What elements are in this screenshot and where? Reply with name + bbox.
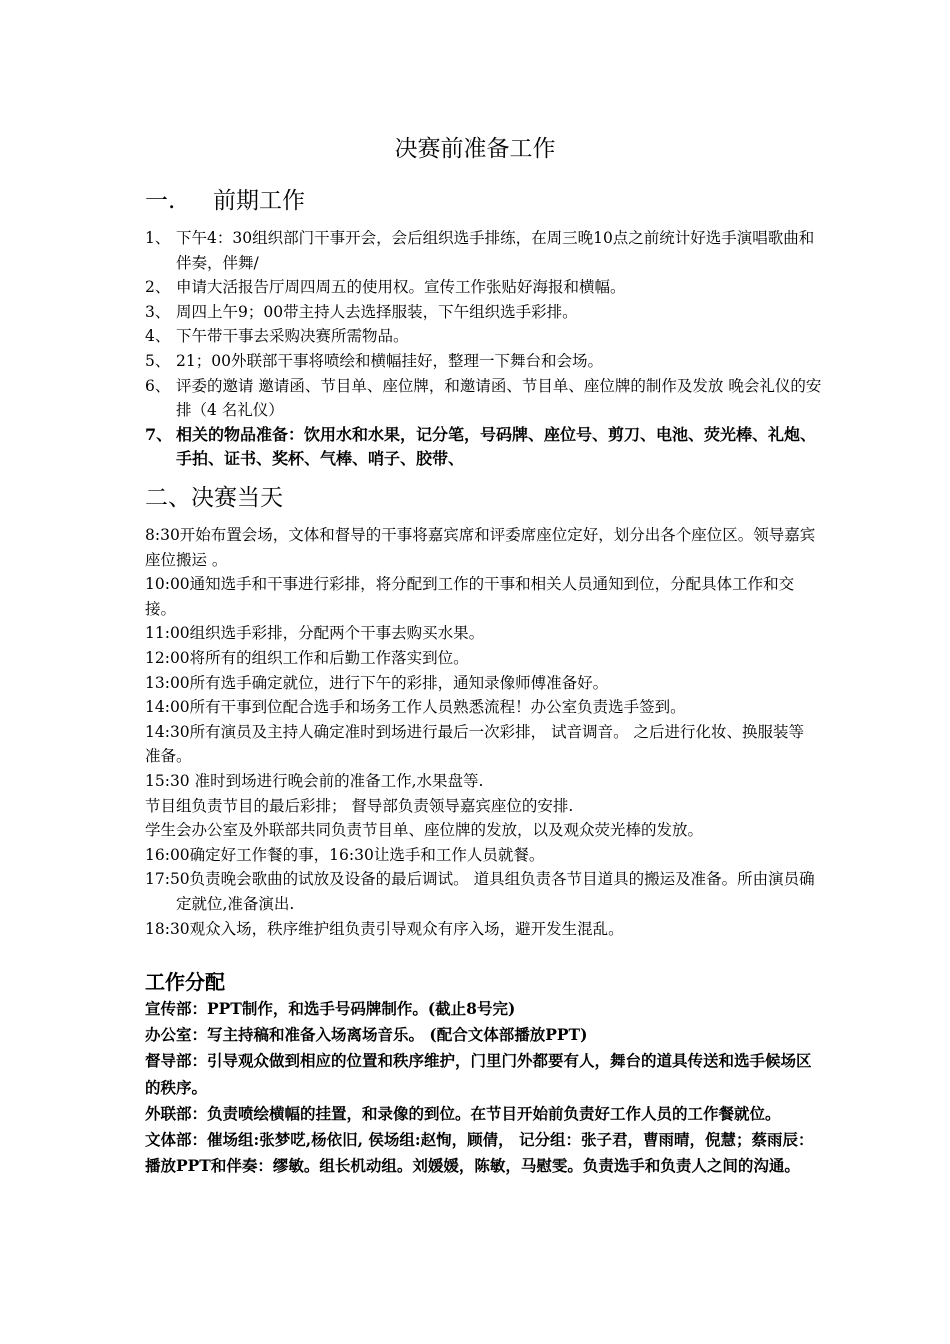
schedule-line: 13:00所有选手确定就位，进行下午的彩排，通知录像师傅准备好。 bbox=[145, 673, 609, 692]
section-heading-final-day: 二、决赛当天 bbox=[145, 485, 283, 511]
schedule-line: 节目组负责节目的最后彩排； 督导部负责领导嘉宾座位的安排. bbox=[145, 796, 574, 815]
list-item-text: 下午4：30组织部门干事开会，会后组织选手排练，在周三晚10点之前统计好选手演唱歌曲和伴奏，伴舞/ bbox=[176, 229, 815, 272]
schedule-line: 11:00组织选手彩排，分配两个干事去购买水果。 bbox=[145, 624, 485, 643]
list-item-number: 7、 bbox=[145, 424, 173, 444]
schedule-line: 14:00所有干事到位配合选手和场务工作人员熟悉流程！办公室负责选手签到。 bbox=[145, 698, 686, 717]
assignment-line: 督导部：引导观众做到相应的位置和秩序维护，门里门外都要有人，舞台的道具传送和选手候场区的秩序。 bbox=[145, 1051, 812, 1097]
assignment-line: 宣传部：PPT制作，和选手号码牌制作。(截止8号完) bbox=[145, 999, 516, 1018]
section-number: 一. bbox=[145, 188, 176, 214]
list-item bbox=[145, 300, 825, 325]
list-item-number: 3、 bbox=[145, 302, 171, 321]
list-item-number: 6、 bbox=[145, 376, 171, 395]
list-item bbox=[145, 226, 825, 275]
list-item bbox=[145, 324, 825, 349]
list-item bbox=[145, 275, 825, 300]
schedule-line: 15:30 准时到场进行晚会前的准备工作,水果盘等. bbox=[145, 771, 484, 790]
list-item-text: 相关的物品准备：饮用水和水果，记分笔，号码牌、座位号、剪刀、电池、荧光棒、礼炮、手拍、证书、奖杯、气棒、哨子、胶带、 bbox=[176, 424, 817, 469]
list-item-supplies bbox=[145, 423, 825, 472]
schedule-line: 17:50负责晚会歌曲的试放及设备的最后调试。 道具组负责各节目道具的搬运及准备。所由演员确定就位,准备演出. bbox=[145, 870, 815, 913]
assignment-line: 办公室：写主持稿和准备入场离场音乐。 (配合文体部播放PPT) bbox=[145, 1025, 588, 1045]
list-item-text: 21；00外联部干事将喷绘和横幅挂好，整理一下舞台和会场。 bbox=[176, 351, 603, 370]
schedule-line: 14:30所有演员及主持人确定准时到场进行最后一次彩排， 试音调音。 之后进行化妆、换服装等准备。 bbox=[145, 722, 805, 766]
schedule-line: 学生会办公室及外联部共同负责节目单、座位牌的发放，以及观众荧光棒的发放。 bbox=[145, 821, 704, 840]
work-assignment bbox=[145, 996, 825, 1179]
list-item-text: 评委的邀请 邀请函、节目单、座位牌，和邀请函、节目单、座位牌的制作及发放 晚会礼仪的安排（4 名礼仪） bbox=[176, 376, 822, 420]
list-item-text: 下午带干事去采购决赛所需物品。 bbox=[176, 327, 409, 346]
section-heading-work-assignment: 工作分配 bbox=[145, 970, 225, 994]
list-item-number: 2、 bbox=[145, 278, 171, 297]
schedule-line: 12:00将所有的组织工作和后勤工作落实到位。 bbox=[145, 648, 469, 667]
schedule-line: 8:30开始布置会场，文体和督导的干事将嘉宾席和评委席座位定好，划分出各个座位区。领导嘉宾座位搬运 。 bbox=[145, 526, 816, 569]
list-item-text: 周四上午9；00带主持人去选择服装，下午组织选手彩排。 bbox=[176, 302, 578, 321]
list-item bbox=[145, 374, 825, 423]
preparation-list bbox=[145, 226, 825, 472]
schedule-line: 18:30观众入场，秩序维护组负责引导观众有序入场，避开发生混乱。 bbox=[145, 919, 624, 938]
final-day-schedule bbox=[145, 523, 817, 941]
assignment-line: 外联部：负责喷绘横幅的挂置，和录像的到位。在节目开始前负责好工作人员的工作餐就位。 bbox=[145, 1103, 781, 1123]
schedule-line: 10:00通知选手和干事进行彩排，将分配到工作的干事和相关人员通知到位，分配具体工作和交接。 bbox=[145, 575, 795, 618]
list-item-number: 5、 bbox=[145, 351, 171, 370]
list-item-text: 申请大活报告厅周四周五的使用权。宣传工作张贴好海报和横幅。 bbox=[176, 278, 626, 297]
list-item-number: 1、 bbox=[145, 229, 171, 247]
section-heading-preparation bbox=[145, 185, 305, 217]
assignment-line: 文体部：催场组:张梦呓,杨依旧, 侯场组:赵恂，顾倩， 记分组：张子君，曹雨晴，倪慧；蔡雨辰：播放PPT和伴奏：缪敏。组长机动组。刘媛媛，陈敏，马慰雯。负责选手和负责人之间的沟通。 bbox=[145, 1130, 814, 1176]
schedule-line: 16:00确定好工作餐的事，16:30让选手和工作人员就餐。 bbox=[145, 845, 545, 864]
page-title: 决赛前准备工作 bbox=[394, 136, 556, 162]
section-title: 前期工作 bbox=[213, 188, 305, 214]
list-item-number: 4、 bbox=[145, 327, 171, 346]
list-item bbox=[145, 349, 825, 374]
